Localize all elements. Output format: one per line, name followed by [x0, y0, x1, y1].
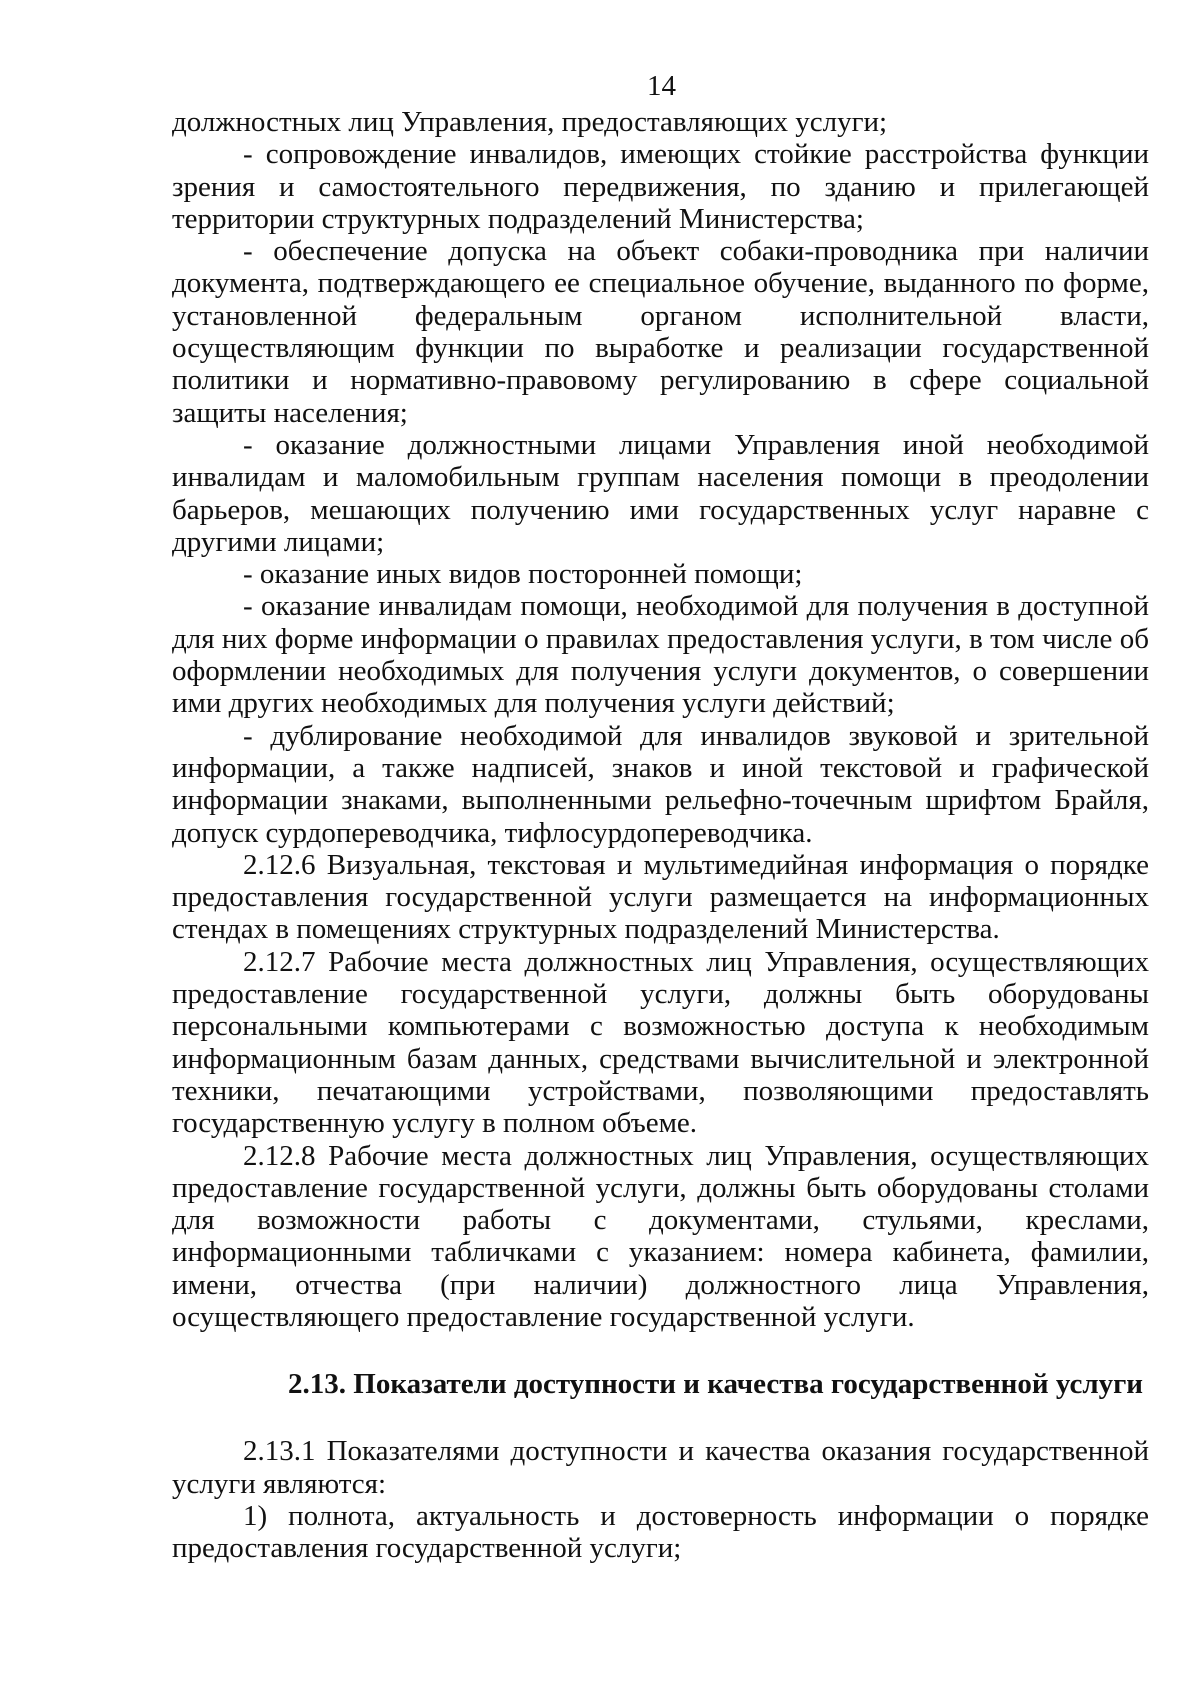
section-heading: 2.13. Показатели доступности и качества государственной услуги — [288, 1368, 1143, 1401]
body-text-bottom — [172, 1435, 1149, 1564]
page-number: 14 — [647, 70, 676, 102]
paragraph: 2.12.8 Рабочие места должностных лиц Управления, осуществляющих предоставление государственной услуги, должны быть оборудованы столами для возможности работы с документами, стульями, креслами, информационными табличками с указанием: номера кабинета, фамилии, имени, отчества (при наличии) должностного лица Управления, осуществляющего предоставление государственной услуги. — [172, 1139, 1149, 1333]
paragraph: - обеспечение допуска на объект собаки-проводника при наличии документа, подтверждающего ее специальное обучение, выданного по форме, установленной федеральным органом исполнительной власти, осуществляющим функции по выработке и реализации государственной политики и нормативно-правовому регулированию в сфере социальной защиты населения; — [172, 235, 1149, 429]
paragraph: 1) полнота, актуальность и достоверность информации о порядке предоставления государственной услуги; — [172, 1499, 1149, 1565]
paragraph: - оказание должностными лицами Управления иной необходимой инвалидам и маломобильным группам населения помощи в преодолении барьеров, мешающих получению ими государственных услуг наравне с другими лицами; — [172, 428, 1149, 558]
body-text-top — [172, 106, 1149, 1333]
paragraph: - дублирование необходимой для инвалидов звуковой и зрительной информации, а также надписей, знаков и иной текстовой и графической информации знаками, выполненными рельефно-точечным шрифтом Брайля, допуск сурдопереводчика, тифлосурдопереводчика. — [172, 719, 1149, 849]
paragraph: должностных лиц Управления, предоставляющих услуги; — [172, 106, 888, 138]
document-page — [172, 66, 1149, 1564]
paragraph: 2.12.6 Визуальная, текстовая и мультимедийная информация о порядке предоставления государственной услуги размещается на информационных стендах в помещениях структурных подразделений Министерства. — [172, 848, 1149, 946]
paragraph: - сопровождение инвалидов, имеющих стойкие расстройства функции зрения и самостоятельного передвижения, по зданию и прилегающей территории структурных подразделений Министерства; — [172, 138, 1149, 235]
paragraph: - оказание иных видов посторонней помощи; — [243, 558, 803, 591]
paragraph: - оказание инвалидам помощи, необходимой для получения в доступной для них форме информации о правилах предоставления услуги, в том числе об оформлении необходимых для получения услуги документов, о совершении ими других необходимых для получения услуги действий; — [172, 590, 1149, 720]
paragraph: 2.13.1 Показателями доступности и качества оказания государственной услуги являются: — [172, 1435, 1149, 1500]
paragraph: 2.12.7 Рабочие места должностных лиц Управления, осуществляющих предоставление государственной услуги, должны быть оборудованы персональными компьютерами с возможностью доступа к необходимым информационным базам данных, средствами вычислительной и электронной техники, печатающими устройствами, позволяющими предоставлять государственную услугу в полном объеме. — [172, 945, 1149, 1140]
